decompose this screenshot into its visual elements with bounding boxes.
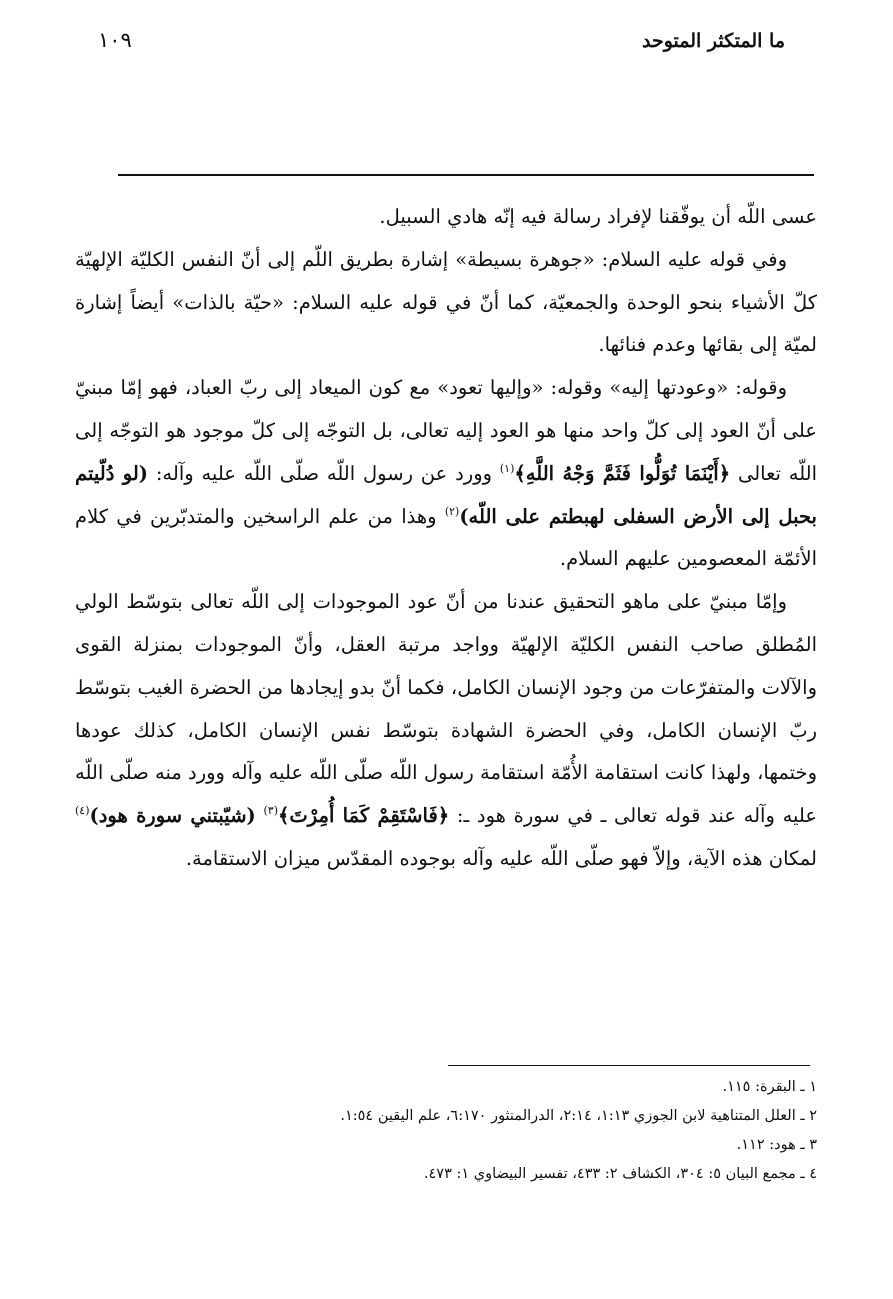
footnote-ref-4: (٤) bbox=[75, 804, 90, 818]
quran-verse-2: ﴿فَاسْتَقِمْ كَمَا أُمِرْتَ﴾ bbox=[277, 804, 450, 828]
paragraph-2: وفي قوله عليه السلام: «جوهرة بسيطة» إشارة بطريق اللّم إلى أنّ النفس الكليّة الإلهيّة كلّ الأشياء بنحو الوحدة والجمعيّة، كما أنّ في قوله عليه السلام: «حيّة بالذات» أيضاً إشارة لميّة إلى بقائها وعدم فنائها. bbox=[75, 247, 817, 357]
quran-verse-1: ﴿أَيْنَمَا تُوَلُّوا فَثَمَّ وَجْهُ اللَّهِ﴾ bbox=[514, 461, 731, 485]
paragraph-4-text-b: لمكان هذه الآية، وإلاّ فهو صلّى اللّه عليه وآله بوجوده المقدّس ميزان الاستقامة. bbox=[185, 846, 817, 870]
footnote-ref-3: (٣) bbox=[263, 804, 278, 818]
footnotes bbox=[75, 1073, 817, 1189]
footnote-ref-2: (٢) bbox=[444, 504, 460, 518]
hadith-quote-1: (لو دُلّيتم بحبل إلى الأرض السفلى لهبطتم على اللّه) bbox=[75, 461, 817, 528]
footnote-1: ١ ـ البقرة: ١١٥. bbox=[722, 1079, 817, 1095]
footnote-ref-1: (١) bbox=[499, 461, 515, 475]
running-title: ما المتكثر المتوحد bbox=[641, 30, 785, 52]
paragraph-3 bbox=[75, 367, 817, 581]
main-text bbox=[75, 196, 817, 881]
paragraph-4-text-a: وإمّا مبنيّ على ماهو التحقيق عندنا من أنّ عود الموجودات إلى اللّه تعالى بتوسّط الولي المُطلق صاحب النفس الكليّة الإلهيّة وواجد مرتبة العقل، وأنّ الموجودات بمنزلة القوى والآلات والمتفرّعات من وجود الإنسان الكامل، فكما أنّ بدو إيجادها من الحضرة الغيب بتوسّط ربّ الإنسان الكامل، وفي الحضرة الشهادة بتوسّط نفس الإنسان الكامل، كذلك عودها وختمها، ولهذا كانت استقامة الأُمّة استقامة رسول اللّه صلّى اللّه عليه وآله وورد منه صلّى اللّه عليه وآله عند قوله تعالى ـ في سورة هود ـ: bbox=[75, 590, 818, 828]
paragraph-3-text-c: وهذا من علم الراسخين والمتدبّرين في كلام الأئمّة المعصومين عليهم السلام. bbox=[75, 504, 817, 571]
hadith-quote-2: (شيّبتني سورة هود) bbox=[89, 804, 256, 828]
footnote-2: ٢ ـ العلل المتناهية لابن الجوزي ١:١٣، ٢:١٤، الدرالمنثور ٦:١٧٠، علم اليقين ١:٥٤. bbox=[340, 1108, 817, 1124]
paragraph-1: عسى اللّه أن يوفّقنا لإفراد رسالة فيه إنّه هادي السبيل. bbox=[379, 205, 817, 228]
paragraph-4 bbox=[75, 581, 817, 881]
paragraph-3-text-a: وقوله: «وعودتها إليه» وقوله: «وإليها تعود» مع كون الميعاد إلى ربّ العباد، فهو إمّا مبنيّ على أنّ العود إلى كلّ واحد منها هو العود إليه تعالى، بل التوجّه إلى كلّ موجود هو التوجّه إلى اللّه تعالى bbox=[75, 376, 818, 485]
header-divider bbox=[118, 174, 814, 176]
footnote-4: ٤ ـ مجمع البيان ٥: ٣٠٤، الكشاف ٢: ٤٣٣، تفسير البيضاوي ١: ٤٧٣. bbox=[423, 1166, 817, 1182]
footnote-divider bbox=[448, 1065, 810, 1066]
paragraph-3-text-b: وورد عن رسول اللّه صلّى اللّه عليه وآله: bbox=[155, 461, 493, 485]
page-number: ١٠٩ bbox=[98, 28, 132, 52]
footnote-3: ٣ ـ هود: ١١٢. bbox=[736, 1137, 817, 1153]
